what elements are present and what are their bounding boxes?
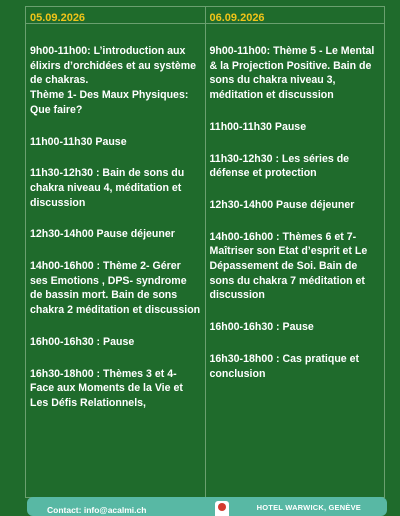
schedule-item: 16h00-16h30 : Pause: [209, 321, 314, 334]
schedule-item: 12h30-14h00 Pause déjeuner: [209, 198, 355, 211]
day-schedule: [26, 24, 205, 411]
schedule-item: 11h30-12h30 : Bain de sons du chakra niveau 4, méditation et discussion: [30, 167, 185, 209]
schedule-item: 14h00-16h00 : Thème 2- Gérer ses Emotions , DPS- syndrome de bassin mort. Bain de sons chakra 2 méditation et discussion: [30, 260, 201, 317]
venue-label: HOTEL WARWICK, GENÈVE: [256, 503, 361, 512]
location-pin-icon: [215, 501, 229, 516]
schedule-item: 9h00-11h00: L’introduction aux élixirs d’orchidées et au système de chakras. Thème 1- Des Maux Physiques: Que faire?: [30, 45, 197, 116]
schedule-item: 9h00-11h00: Thème 5 - Le Mental & la Projection Positive. Bain de sons du chakra niveau 3, méditation et discussion: [209, 45, 375, 102]
day-date: 06.09.2026: [206, 7, 385, 24]
day-column-2: [206, 7, 385, 497]
schedule-grid: [25, 6, 385, 498]
schedule-item: 14h00-16h00 : Thèmes 6 et 7- Maîtriser son Etat d’esprit et Le Dépassement de Soi. Bain de sons du chakra 7 méditation et discussion: [209, 230, 368, 302]
pin-dot: [218, 503, 226, 511]
footer-bar: [27, 497, 387, 516]
schedule-item: 16h00-16h30 : Pause: [30, 335, 135, 348]
schedule-item: 11h30-12h30 : Les séries de défense et protection: [209, 152, 350, 180]
schedule-item: 11h00-11h30 Pause: [209, 120, 307, 133]
schedule-item: 12h30-14h00 Pause déjeuner: [30, 228, 175, 241]
day-date: 05.09.2026: [26, 7, 205, 24]
schedule-item: 16h30-18h00 : Thèmes 3 et 4- Face aux Moments de la Vie et Les Défis Relationnels,: [30, 367, 183, 409]
schedule-item: 16h30-18h00 : Cas pratique et conclusion: [209, 352, 360, 380]
day-schedule: [206, 24, 385, 381]
day-column-1: [26, 7, 206, 497]
schedule-item: 11h00-11h30 Pause: [30, 135, 127, 148]
contact-email-link[interactable]: Contact: info@acalmi.ch: [47, 505, 147, 515]
